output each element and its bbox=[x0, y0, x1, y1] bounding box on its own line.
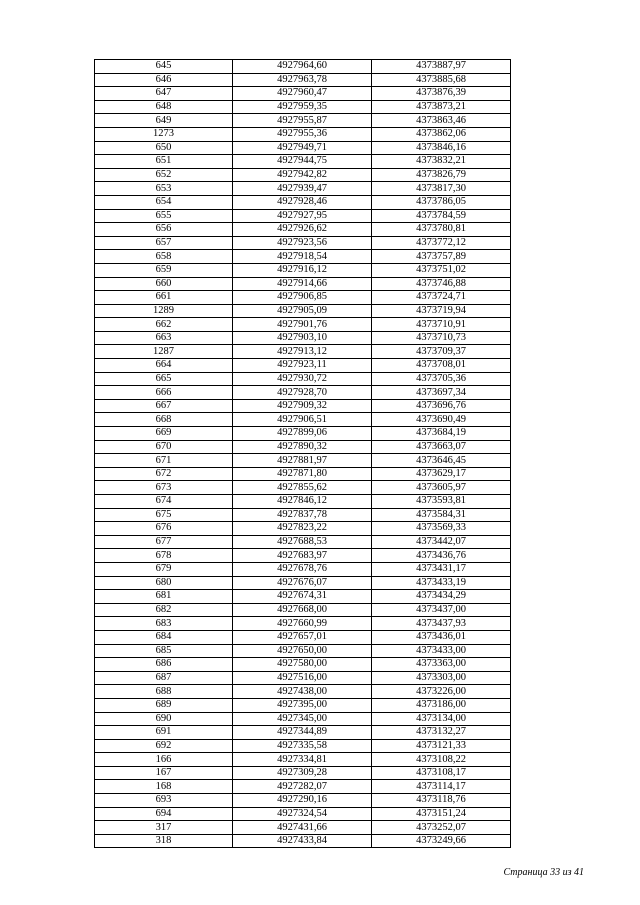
x-coordinate-cell: 4927928,70 bbox=[233, 386, 372, 400]
point-number-cell: 654 bbox=[95, 195, 233, 209]
table-row bbox=[95, 60, 511, 74]
point-number-cell: 680 bbox=[95, 576, 233, 590]
point-number-cell: 663 bbox=[95, 331, 233, 345]
table-row bbox=[95, 780, 511, 794]
x-coordinate-cell: 4927688,53 bbox=[233, 535, 372, 549]
point-number-cell: 693 bbox=[95, 794, 233, 808]
point-number-cell: 655 bbox=[95, 209, 233, 223]
point-number-cell: 675 bbox=[95, 508, 233, 522]
point-number-cell: 688 bbox=[95, 685, 233, 699]
x-coordinate-cell: 4927942,82 bbox=[233, 168, 372, 182]
y-coordinate-cell: 4373826,79 bbox=[372, 168, 511, 182]
y-coordinate-cell: 4373433,00 bbox=[372, 644, 511, 658]
y-coordinate-cell: 4373832,21 bbox=[372, 155, 511, 169]
point-number-cell: 646 bbox=[95, 73, 233, 87]
point-number-cell: 664 bbox=[95, 359, 233, 373]
x-coordinate-cell: 4927899,06 bbox=[233, 427, 372, 441]
x-coordinate-cell: 4927344,89 bbox=[233, 726, 372, 740]
coordinates-table bbox=[94, 59, 511, 848]
y-coordinate-cell: 4373132,27 bbox=[372, 726, 511, 740]
y-coordinate-cell: 4373710,73 bbox=[372, 331, 511, 345]
y-coordinate-cell: 4373751,02 bbox=[372, 263, 511, 277]
y-coordinate-cell: 4373887,97 bbox=[372, 60, 511, 74]
table-row bbox=[95, 739, 511, 753]
table-row bbox=[95, 141, 511, 155]
table-row bbox=[95, 440, 511, 454]
y-coordinate-cell: 4373108,22 bbox=[372, 753, 511, 767]
point-number-cell: 1287 bbox=[95, 345, 233, 359]
point-number-cell: 652 bbox=[95, 168, 233, 182]
point-number-cell: 647 bbox=[95, 87, 233, 101]
point-number-cell: 670 bbox=[95, 440, 233, 454]
x-coordinate-cell: 4927846,12 bbox=[233, 495, 372, 509]
table-row bbox=[95, 671, 511, 685]
y-coordinate-cell: 4373846,16 bbox=[372, 141, 511, 155]
x-coordinate-cell: 4927906,85 bbox=[233, 291, 372, 305]
x-coordinate-cell: 4927890,32 bbox=[233, 440, 372, 454]
x-coordinate-cell: 4927906,51 bbox=[233, 413, 372, 427]
x-coordinate-cell: 4927960,47 bbox=[233, 87, 372, 101]
point-number-cell: 683 bbox=[95, 617, 233, 631]
point-number-cell: 651 bbox=[95, 155, 233, 169]
x-coordinate-cell: 4927959,35 bbox=[233, 100, 372, 114]
table-row bbox=[95, 114, 511, 128]
table-row bbox=[95, 168, 511, 182]
x-coordinate-cell: 4927923,56 bbox=[233, 236, 372, 250]
y-coordinate-cell: 4373786,05 bbox=[372, 195, 511, 209]
point-number-cell: 686 bbox=[95, 658, 233, 672]
table-row bbox=[95, 617, 511, 631]
x-coordinate-cell: 4927944,75 bbox=[233, 155, 372, 169]
y-coordinate-cell: 4373696,76 bbox=[372, 399, 511, 413]
table-row bbox=[95, 155, 511, 169]
table-row bbox=[95, 535, 511, 549]
point-number-cell: 691 bbox=[95, 726, 233, 740]
table-row bbox=[95, 195, 511, 209]
point-number-cell: 665 bbox=[95, 372, 233, 386]
table-row bbox=[95, 87, 511, 101]
point-number-cell: 674 bbox=[95, 495, 233, 509]
y-coordinate-cell: 4373646,45 bbox=[372, 454, 511, 468]
table-row bbox=[95, 467, 511, 481]
y-coordinate-cell: 4373252,07 bbox=[372, 821, 511, 835]
x-coordinate-cell: 4927914,66 bbox=[233, 277, 372, 291]
y-coordinate-cell: 4373772,12 bbox=[372, 236, 511, 250]
point-number-cell: 317 bbox=[95, 821, 233, 835]
point-number-cell: 679 bbox=[95, 562, 233, 576]
table-row bbox=[95, 209, 511, 223]
x-coordinate-cell: 4927916,12 bbox=[233, 263, 372, 277]
table-row bbox=[95, 726, 511, 740]
table-row bbox=[95, 630, 511, 644]
x-coordinate-cell: 4927881,97 bbox=[233, 454, 372, 468]
y-coordinate-cell: 4373186,00 bbox=[372, 698, 511, 712]
x-coordinate-cell: 4927871,80 bbox=[233, 467, 372, 481]
table-row bbox=[95, 753, 511, 767]
table-row bbox=[95, 821, 511, 835]
x-coordinate-cell: 4927955,36 bbox=[233, 127, 372, 141]
y-coordinate-cell: 4373226,00 bbox=[372, 685, 511, 699]
y-coordinate-cell: 4373437,00 bbox=[372, 603, 511, 617]
table-row bbox=[95, 658, 511, 672]
y-coordinate-cell: 4373437,93 bbox=[372, 617, 511, 631]
table-row bbox=[95, 291, 511, 305]
point-number-cell: 168 bbox=[95, 780, 233, 794]
table-row bbox=[95, 481, 511, 495]
table-row bbox=[95, 182, 511, 196]
y-coordinate-cell: 4373605,97 bbox=[372, 481, 511, 495]
table-row bbox=[95, 794, 511, 808]
x-coordinate-cell: 4927674,31 bbox=[233, 590, 372, 604]
coordinates-table-body bbox=[95, 60, 511, 848]
table-row bbox=[95, 508, 511, 522]
y-coordinate-cell: 4373436,01 bbox=[372, 630, 511, 644]
y-coordinate-cell: 4373862,06 bbox=[372, 127, 511, 141]
table-row bbox=[95, 413, 511, 427]
x-coordinate-cell: 4927678,76 bbox=[233, 562, 372, 576]
table-row bbox=[95, 522, 511, 536]
point-number-cell: 671 bbox=[95, 454, 233, 468]
y-coordinate-cell: 4373876,39 bbox=[372, 87, 511, 101]
table-row bbox=[95, 685, 511, 699]
point-number-cell: 678 bbox=[95, 549, 233, 563]
y-coordinate-cell: 4373134,00 bbox=[372, 712, 511, 726]
table-row bbox=[95, 454, 511, 468]
point-number-cell: 660 bbox=[95, 277, 233, 291]
x-coordinate-cell: 4927913,12 bbox=[233, 345, 372, 359]
y-coordinate-cell: 4373433,19 bbox=[372, 576, 511, 590]
point-number-cell: 667 bbox=[95, 399, 233, 413]
x-coordinate-cell: 4927927,95 bbox=[233, 209, 372, 223]
x-coordinate-cell: 4927345,00 bbox=[233, 712, 372, 726]
table-row bbox=[95, 100, 511, 114]
point-number-cell: 662 bbox=[95, 318, 233, 332]
table-row bbox=[95, 236, 511, 250]
point-number-cell: 690 bbox=[95, 712, 233, 726]
y-coordinate-cell: 4373584,31 bbox=[372, 508, 511, 522]
table-row bbox=[95, 386, 511, 400]
point-number-cell: 166 bbox=[95, 753, 233, 767]
table-row bbox=[95, 277, 511, 291]
x-coordinate-cell: 4927683,97 bbox=[233, 549, 372, 563]
point-number-cell: 645 bbox=[95, 60, 233, 74]
x-coordinate-cell: 4927334,81 bbox=[233, 753, 372, 767]
point-number-cell: 685 bbox=[95, 644, 233, 658]
point-number-cell: 672 bbox=[95, 467, 233, 481]
y-coordinate-cell: 4373710,91 bbox=[372, 318, 511, 332]
point-number-cell: 657 bbox=[95, 236, 233, 250]
point-number-cell: 668 bbox=[95, 413, 233, 427]
point-number-cell: 167 bbox=[95, 766, 233, 780]
y-coordinate-cell: 4373784,59 bbox=[372, 209, 511, 223]
y-coordinate-cell: 4373863,46 bbox=[372, 114, 511, 128]
table-row bbox=[95, 766, 511, 780]
x-coordinate-cell: 4927963,78 bbox=[233, 73, 372, 87]
x-coordinate-cell: 4927676,07 bbox=[233, 576, 372, 590]
x-coordinate-cell: 4927335,58 bbox=[233, 739, 372, 753]
y-coordinate-cell: 4373719,94 bbox=[372, 304, 511, 318]
point-number-cell: 648 bbox=[95, 100, 233, 114]
y-coordinate-cell: 4373151,24 bbox=[372, 807, 511, 821]
y-coordinate-cell: 4373436,76 bbox=[372, 549, 511, 563]
y-coordinate-cell: 4373684,19 bbox=[372, 427, 511, 441]
point-number-cell: 653 bbox=[95, 182, 233, 196]
point-number-cell: 682 bbox=[95, 603, 233, 617]
y-coordinate-cell: 4373705,36 bbox=[372, 372, 511, 386]
x-coordinate-cell: 4927657,01 bbox=[233, 630, 372, 644]
point-number-cell: 318 bbox=[95, 834, 233, 848]
table-row bbox=[95, 263, 511, 277]
x-coordinate-cell: 4927395,00 bbox=[233, 698, 372, 712]
x-coordinate-cell: 4927668,00 bbox=[233, 603, 372, 617]
x-coordinate-cell: 4927926,62 bbox=[233, 223, 372, 237]
x-coordinate-cell: 4927580,00 bbox=[233, 658, 372, 672]
x-coordinate-cell: 4927923,11 bbox=[233, 359, 372, 373]
point-number-cell: 684 bbox=[95, 630, 233, 644]
y-coordinate-cell: 4373442,07 bbox=[372, 535, 511, 549]
y-coordinate-cell: 4373431,17 bbox=[372, 562, 511, 576]
y-coordinate-cell: 4373724,71 bbox=[372, 291, 511, 305]
point-number-cell: 676 bbox=[95, 522, 233, 536]
point-number-cell: 669 bbox=[95, 427, 233, 441]
y-coordinate-cell: 4373569,33 bbox=[372, 522, 511, 536]
x-coordinate-cell: 4927928,46 bbox=[233, 195, 372, 209]
x-coordinate-cell: 4927837,78 bbox=[233, 508, 372, 522]
point-number-cell: 661 bbox=[95, 291, 233, 305]
x-coordinate-cell: 4927930,72 bbox=[233, 372, 372, 386]
x-coordinate-cell: 4927939,47 bbox=[233, 182, 372, 196]
y-coordinate-cell: 4373663,07 bbox=[372, 440, 511, 454]
x-coordinate-cell: 4927901,76 bbox=[233, 318, 372, 332]
y-coordinate-cell: 4373593,81 bbox=[372, 495, 511, 509]
point-number-cell: 650 bbox=[95, 141, 233, 155]
y-coordinate-cell: 4373434,29 bbox=[372, 590, 511, 604]
x-coordinate-cell: 4927650,00 bbox=[233, 644, 372, 658]
table-row bbox=[95, 359, 511, 373]
x-coordinate-cell: 4927964,60 bbox=[233, 60, 372, 74]
table-row bbox=[95, 318, 511, 332]
x-coordinate-cell: 4927905,09 bbox=[233, 304, 372, 318]
y-coordinate-cell: 4373746,88 bbox=[372, 277, 511, 291]
x-coordinate-cell: 4927309,28 bbox=[233, 766, 372, 780]
y-coordinate-cell: 4373690,49 bbox=[372, 413, 511, 427]
y-coordinate-cell: 4373697,34 bbox=[372, 386, 511, 400]
x-coordinate-cell: 4927282,07 bbox=[233, 780, 372, 794]
x-coordinate-cell: 4927903,10 bbox=[233, 331, 372, 345]
table-row bbox=[95, 495, 511, 509]
x-coordinate-cell: 4927823,22 bbox=[233, 522, 372, 536]
point-number-cell: 673 bbox=[95, 481, 233, 495]
table-row bbox=[95, 345, 511, 359]
y-coordinate-cell: 4373708,01 bbox=[372, 359, 511, 373]
table-row bbox=[95, 127, 511, 141]
table-row bbox=[95, 549, 511, 563]
point-number-cell: 649 bbox=[95, 114, 233, 128]
y-coordinate-cell: 4373885,68 bbox=[372, 73, 511, 87]
point-number-cell: 656 bbox=[95, 223, 233, 237]
y-coordinate-cell: 4373757,89 bbox=[372, 250, 511, 264]
point-number-cell: 1289 bbox=[95, 304, 233, 318]
y-coordinate-cell: 4373363,00 bbox=[372, 658, 511, 672]
x-coordinate-cell: 4927516,00 bbox=[233, 671, 372, 685]
table-row bbox=[95, 698, 511, 712]
y-coordinate-cell: 4373780,81 bbox=[372, 223, 511, 237]
x-coordinate-cell: 4927433,84 bbox=[233, 834, 372, 848]
point-number-cell: 692 bbox=[95, 739, 233, 753]
x-coordinate-cell: 4927955,87 bbox=[233, 114, 372, 128]
table-row bbox=[95, 399, 511, 413]
y-coordinate-cell: 4373121,33 bbox=[372, 739, 511, 753]
table-row bbox=[95, 712, 511, 726]
y-coordinate-cell: 4373114,17 bbox=[372, 780, 511, 794]
point-number-cell: 687 bbox=[95, 671, 233, 685]
y-coordinate-cell: 4373629,17 bbox=[372, 467, 511, 481]
table-row bbox=[95, 807, 511, 821]
table-row bbox=[95, 644, 511, 658]
x-coordinate-cell: 4927855,62 bbox=[233, 481, 372, 495]
y-coordinate-cell: 4373709,37 bbox=[372, 345, 511, 359]
table-row bbox=[95, 834, 511, 848]
table-row bbox=[95, 576, 511, 590]
table-row bbox=[95, 562, 511, 576]
x-coordinate-cell: 4927909,32 bbox=[233, 399, 372, 413]
table-row bbox=[95, 372, 511, 386]
x-coordinate-cell: 4927290,16 bbox=[233, 794, 372, 808]
x-coordinate-cell: 4927438,00 bbox=[233, 685, 372, 699]
table-row bbox=[95, 73, 511, 87]
point-number-cell: 666 bbox=[95, 386, 233, 400]
point-number-cell: 677 bbox=[95, 535, 233, 549]
table-row bbox=[95, 603, 511, 617]
y-coordinate-cell: 4373817,30 bbox=[372, 182, 511, 196]
x-coordinate-cell: 4927431,66 bbox=[233, 821, 372, 835]
point-number-cell: 694 bbox=[95, 807, 233, 821]
point-number-cell: 658 bbox=[95, 250, 233, 264]
point-number-cell: 659 bbox=[95, 263, 233, 277]
table-row bbox=[95, 331, 511, 345]
page-number-footer: Страница 33 из 41 bbox=[503, 867, 584, 878]
point-number-cell: 689 bbox=[95, 698, 233, 712]
point-number-cell: 681 bbox=[95, 590, 233, 604]
y-coordinate-cell: 4373303,00 bbox=[372, 671, 511, 685]
table-row bbox=[95, 304, 511, 318]
x-coordinate-cell: 4927660,99 bbox=[233, 617, 372, 631]
y-coordinate-cell: 4373249,66 bbox=[372, 834, 511, 848]
table-row bbox=[95, 427, 511, 441]
y-coordinate-cell: 4373873,21 bbox=[372, 100, 511, 114]
x-coordinate-cell: 4927324,54 bbox=[233, 807, 372, 821]
table-row bbox=[95, 250, 511, 264]
x-coordinate-cell: 4927918,54 bbox=[233, 250, 372, 264]
table-row bbox=[95, 223, 511, 237]
y-coordinate-cell: 4373118,76 bbox=[372, 794, 511, 808]
y-coordinate-cell: 4373108,17 bbox=[372, 766, 511, 780]
point-number-cell: 1273 bbox=[95, 127, 233, 141]
table-row bbox=[95, 590, 511, 604]
x-coordinate-cell: 4927949,71 bbox=[233, 141, 372, 155]
